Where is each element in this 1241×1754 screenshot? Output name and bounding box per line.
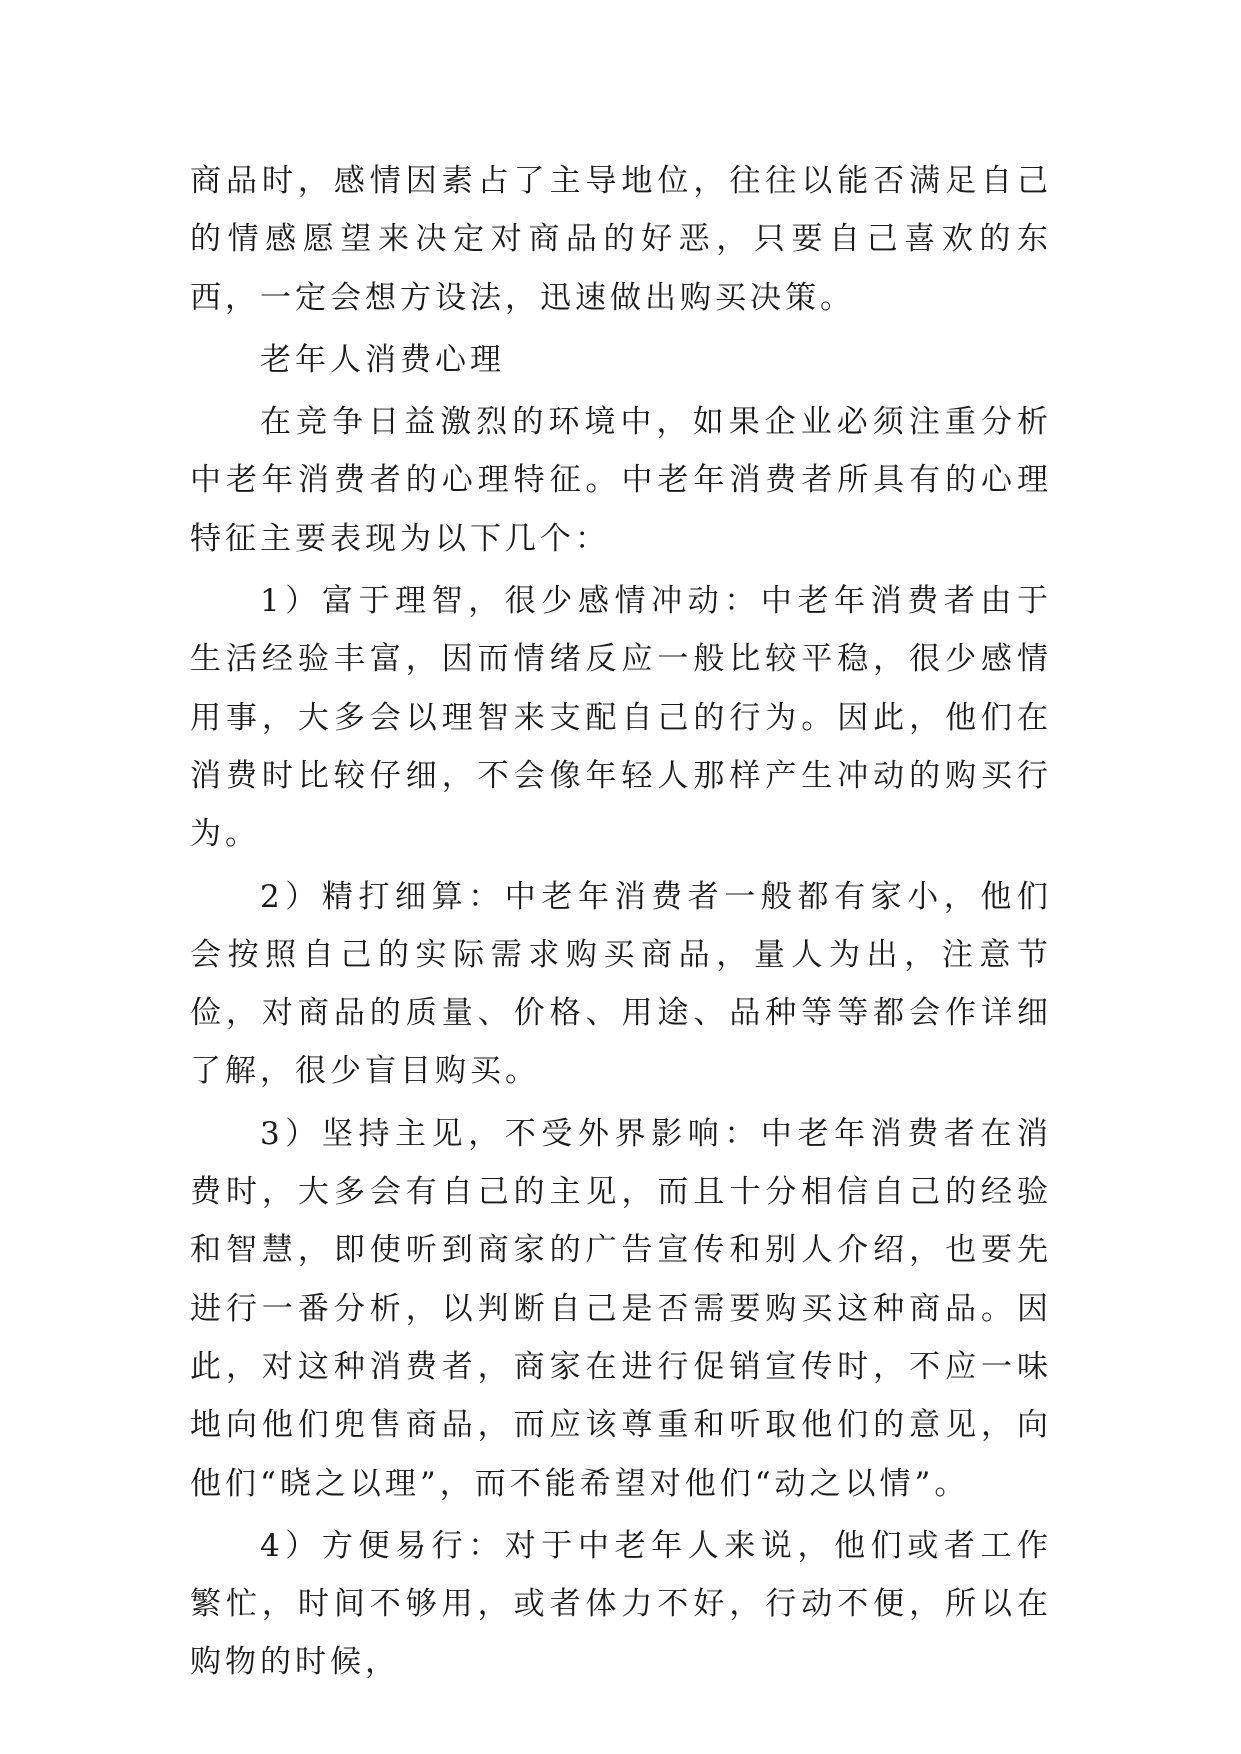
- paragraph-intro: 在竞争日益激烈的环境中，如果企业必须注重分析中老年消费者的心理特征。中老年消费者所具有的心理特征主要表现为以下几个：: [190, 404, 1052, 557]
- document-body: [190, 152, 1052, 1696]
- paragraph-point-1: 1）富于理智，很少感情冲动：中老年消费者由于生活经验丰富，因而情绪反应一般比较平稳，很少感情用事，大多会以理智来支配自己的行为。因此，他们在消费时比较仔细，不会像年轻人那样产生冲动的购买行为。: [190, 583, 1052, 853]
- paragraph-point-4: 4）方便易行：对于中老年人来说，他们或者工作繁忙，时间不够用，或者体力不好，行动不便，所以在购物的时候，: [190, 1527, 1052, 1681]
- paragraph-point-2: 2）精打细算：中老年消费者一般都有家小，他们会按照自己的实际需求购买商品，量人为出，注意节俭，对商品的质量、价格、用途、品种等等都会作详细了解，很少盲目购买。: [190, 878, 1052, 1090]
- paragraph-continued-emotion: 商品时，感情因素占了主导地位，往往以能否满足自己的情感愿望来决定对商品的好恶，只要自己喜欢的东西，一定会想方设法，迅速做出购买决策。: [190, 163, 1052, 316]
- section-heading-elderly: 老年人消费心理: [260, 341, 505, 378]
- paragraph-point-3: 3）坚持主见，不受外界影响：中老年消费者在消费时，大多会有自己的主见，而且十分相信自己的经验和智慧，即使听到商家的广告宣传和别人介绍，也要先进行一番分析，以判断自己是否需要购买这种商品。因此，对这种消费者，商家在进行促销宣传时，不应一味地向他们兜售商品，而应该尊重和听取他们的意见，向他们“晓之以理”，而不能希望对他们“动之以情”。: [190, 1115, 1052, 1502]
